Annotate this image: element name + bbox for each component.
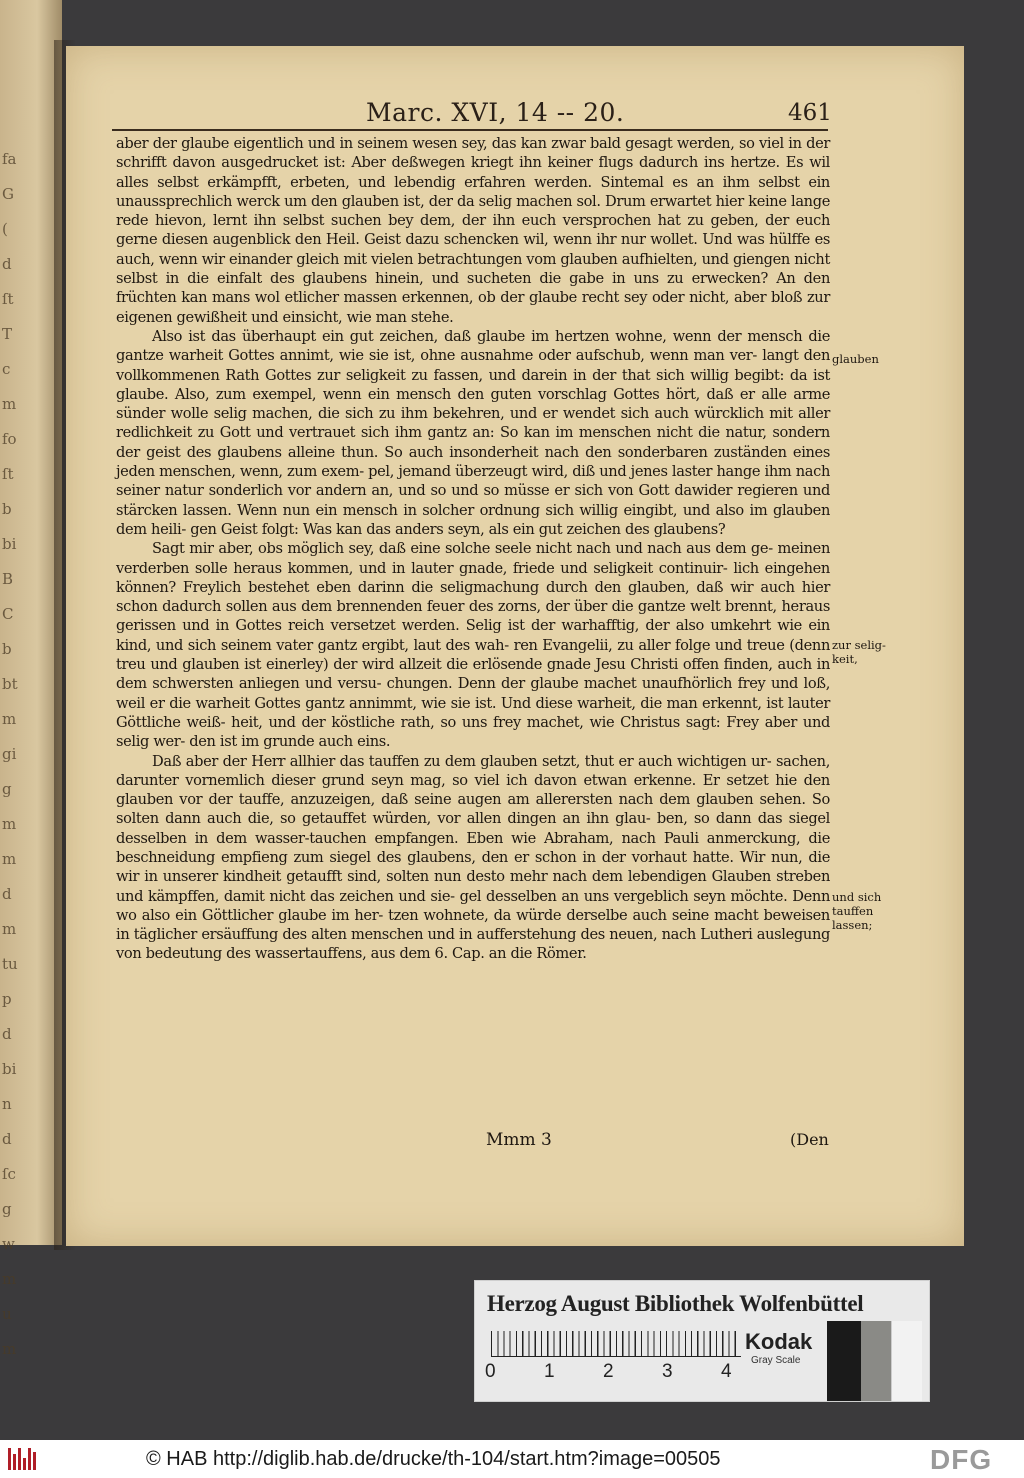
- left-page-fragment: m: [2, 710, 17, 728]
- left-page-fragment: b: [2, 500, 12, 518]
- text-line: aber der glaube eigentlich und in seinem wesen sey, das kan zwar bald gesagt werden, so viel: [116, 135, 784, 152]
- left-page-fragment: T: [2, 325, 13, 343]
- left-page-fragment: m: [2, 395, 17, 413]
- left-page-text-fragments: [2, 150, 36, 1362]
- black-swatch: [827, 1321, 861, 1401]
- text-line: wassertauffens, aus dem 6. Cap. an die Römer.: [254, 945, 587, 963]
- left-page-fragment: bt: [2, 675, 18, 693]
- text-line: betrachtungen vom glauben aufhielten, und giengen nicht selbst in die einfalt des glaubens: [116, 250, 830, 288]
- left-page-fragment: tu: [2, 955, 18, 973]
- library-name: Herzog August Bibliothek Wolfenbüttel: [487, 1291, 864, 1316]
- ruler-number: 0: [485, 1361, 496, 1382]
- ruler-number: 3: [662, 1361, 673, 1382]
- left-page-fragment: g: [2, 1200, 12, 1218]
- text-line: Daß aber der Herr allhier das tauffen zu dem glauben setzt, thut er auch wichtigen ur-: [152, 752, 772, 770]
- catchword: (Den: [790, 1130, 829, 1149]
- left-page-edge: [0, 0, 62, 1358]
- ruler-numbers: [485, 1361, 745, 1385]
- hab-logo-icon: [8, 1448, 38, 1470]
- left-page-fragment: d: [2, 885, 12, 903]
- page-number: 461: [788, 100, 832, 126]
- dfg-logo: DFG: [930, 1444, 993, 1475]
- text-line: massen erkennen, ob der glaube recht sey oder nicht, aber bloß zur eigenen gewißheit und: [116, 289, 830, 326]
- text-line: Also ist das überhaupt ein gut zeichen, daß glaube im hertzen wohne, wenn der mensch: [152, 327, 803, 345]
- left-page-fragment: bi: [2, 535, 17, 553]
- ruler-number: 2: [603, 1361, 614, 1382]
- left-page-fragment: b: [2, 640, 12, 658]
- text-line: heit, und der köstliche rath, so uns frey machet, wie Christus sagt: Frey aber und selig wer-: [116, 713, 830, 751]
- text-line: sehen. So solten dann auch die, so getauffet würden, vor allen dingen an ihn glau-: [116, 791, 830, 828]
- left-page-fragment: d: [2, 255, 12, 273]
- text-line: hie den glauben vor der tauffe, anzuzeigen, daß seine augen am allerersten nach dem glauben: [116, 771, 830, 809]
- text-line: Drum erwartet hier keine lange rede hievon, lernt ihn selbst suchen bey dem, der ihn euch: [116, 192, 830, 230]
- paragraph: [116, 327, 830, 539]
- text-line: ben, so dann das siegel desselben in dem wasser-tauchen empfangen. Eben wie Abraham,: [116, 810, 830, 847]
- left-page-fragment: ſt: [2, 290, 14, 308]
- left-page-fragment: m: [2, 920, 17, 938]
- left-page-fragment: p: [2, 990, 12, 1008]
- left-page-fragment: m: [2, 1340, 17, 1358]
- kodak-gray-scale-label: Gray Scale: [751, 1355, 801, 1366]
- left-page-fragment: m: [2, 1270, 17, 1288]
- left-page-fragment: ſc: [2, 1165, 16, 1183]
- text-line: pel, jemand überzeugt wird, diß und jenes laster hange ihm nach seiner natur sonderlich: [116, 463, 830, 500]
- text-line: gel desselben an uns vergeblich seyn möchte. Denn wo also ein Göttlicher glaube im her-: [116, 887, 830, 924]
- left-page-fragment: bi: [2, 1060, 17, 1078]
- margin-note-tauffen: [832, 876, 902, 932]
- text-line: tzen wohnete, da würde derselbe auch seine macht beweisen in täglicher ersäuffung des alten: [116, 906, 830, 944]
- left-page-fragment: fo: [2, 430, 17, 448]
- text-line: sachen, darunter vornemlich dieser grund seyn mag, so viel ich davon etwan erkenne. Er setzet: [116, 752, 830, 789]
- text-line: es an ihm selbst ein unaussprechlich werck um den glauben ist, der da selig machen sol.: [116, 173, 830, 210]
- text-line: einsicht, wie man stehe.: [282, 308, 454, 326]
- text-line: in der schrifft davon ausgedrucket ist: Aber deßwegen kriegt ihn keiner flugs dadurch ins: [116, 135, 830, 172]
- text-line: nach Pauli anmerckung, die beschneidung empfieng zum siegel des glaubens, den er schon: [116, 829, 830, 866]
- color-calibration-card: [474, 1280, 930, 1402]
- text-line: chungen. Denn der glaube machet unaufhörlich frey und loß, weil er die warheit Gottes: [116, 675, 830, 712]
- ruler-baseline: [491, 1356, 741, 1357]
- paragraph: [116, 134, 830, 327]
- left-page-fragment: gi: [2, 745, 17, 763]
- left-page-fragment: B: [2, 570, 14, 588]
- left-page-fragment: w: [2, 1235, 15, 1253]
- source-link[interactable]: © HAB http://diglib.hab.de/drucke/th-104/start.htm?image=00505: [146, 1448, 721, 1470]
- left-page-fragment: ſt: [2, 465, 14, 483]
- text-line: menschen und in aufferstehung des neuen, nach Lutheri auslegung von bedeutung des: [116, 926, 830, 963]
- text-line: die erlösende gnade Jesu Christi offen finden, auch in dem schwersten anliegen und versu-: [116, 656, 830, 693]
- text-line: wil, wenn ihr nur wollet. Und was hülffe es auch, wenn wir einander gleich mit vielen: [116, 231, 831, 268]
- paragraph: [116, 752, 830, 964]
- body-text: [116, 134, 830, 964]
- text-line: warhafftig, der also umkehrt wie ein kind, und sich seinem vater gantz ergibt, laut des wah-: [116, 617, 830, 654]
- text-line: gen Geist folgt: Was kan das anders seyn, als ein gut zeichen des glaubens?: [190, 520, 726, 538]
- text-line: gantze welt brennt, heraus gerissen und in Gottes reich versetzet werden. Selig ist der: [116, 598, 830, 635]
- margin-note-text: glauben: [832, 352, 879, 366]
- left-page-fragment: d: [2, 1130, 12, 1148]
- text-line: vor andern an, und so und so müsse er sich von Gott dawider regieren und stärcken lassen.: [116, 482, 830, 519]
- text-line: langt den vollkommenen Rath Gottes zur seligkeit zu fassen, und darein in der that sich: [116, 347, 831, 384]
- left-page-fragment: c: [2, 360, 11, 378]
- text-line: versprochen hat zu geben, der euch gerne diesen augenblick den Heil. Geist dazu schencken: [116, 212, 831, 249]
- ruler-number: 4: [721, 1361, 732, 1382]
- left-page-fragment: d: [2, 1025, 12, 1043]
- text-line: So kan im menschen nicht die natur, sondern der geist des glaubens alleine thun. So: [116, 424, 830, 461]
- text-line: lich eingehen können? Freylich bestehet eben darinn die seligmachung durch den glauben,: [116, 559, 830, 596]
- paragraph: [116, 539, 830, 751]
- header-rule: [112, 129, 828, 131]
- text-line: willig begibt: da ist glaube. Also, zum exempel, wenn ein mensch den guten vorschlag: [116, 366, 830, 403]
- left-page-fragment: m: [2, 850, 17, 868]
- running-title: Marc. XVI, 14 -- 20.: [366, 98, 625, 127]
- book-page: [66, 46, 964, 1246]
- signature-mark: Mmm 3: [486, 1130, 552, 1150]
- left-page-fragment: fa: [2, 150, 17, 168]
- text-line: ren Evangelii, zu aller folge und treue (denn treu und glauben ist einerley) der wird allzeit: [116, 636, 831, 674]
- text-line: wendet sich auch würcklich mit aller redlichkeit zu Gott und vertrauet sich ihm gantz an:: [116, 405, 830, 442]
- text-line: daß wir auch hier schon dadurch sollen aus dem brennenden feuer des zorns, der über die: [116, 578, 830, 616]
- margin-note-glauben: [832, 352, 902, 366]
- text-line: hinein, und sucheten die gabe in uns zu erwecken? An den früchten kan mans wol etlicher: [116, 270, 831, 307]
- page-header: [66, 98, 964, 138]
- text-line: die gantze warheit Gottes annimt, wie sie ist, ohne ausnahme oder aufschub, wenn man ver-: [116, 327, 830, 365]
- ruler-number: 1: [544, 1361, 555, 1382]
- ruler-ticks: [491, 1331, 741, 1357]
- left-page-fragment: m: [2, 815, 17, 833]
- left-page-fragment: n: [2, 1095, 12, 1113]
- text-line: gantz annimmt, wie sie ist. Und diese warheit, die man erkennt, ist lauter Göttliche weiß-: [116, 694, 830, 731]
- text-line: hertze. Es wil alles selbst erkämpfft, erbeten, und lebendig erfahren werden. Sintemal: [116, 154, 830, 191]
- viewer-footer: [0, 1440, 1024, 1478]
- margin-note-text: und sich tauffen lassen;: [832, 890, 882, 932]
- text-line: in der vorhaut hatte. Wir nun, die wir in unserer kindheit getaufft sind, solten nun desto: [116, 848, 830, 886]
- left-page-fragment: (: [2, 220, 8, 238]
- kodak-brand: Kodak: [745, 1329, 813, 1354]
- left-page-fragment: u: [2, 1305, 12, 1323]
- text-line: meinen verderben solle heraus kommen, und in lauter gnade, friede und seligkeit continuir-: [116, 540, 830, 577]
- text-line: auch insonderheit nach den sonderbaren zuständen eines jeden menschen, wenn, zum exem-: [116, 443, 830, 481]
- text-line: mehr nach dem lebendigen Glauben streben und kämpffen, damit nicht das zeichen und sie-: [116, 868, 830, 905]
- left-page-fragment: G: [2, 185, 14, 203]
- text-line: Gottes hört, daß er alle arme sünder wolle selig machen, die sich zu ihm bekehren, und er: [116, 385, 830, 423]
- text-line: den ist im grunde auch eins.: [189, 733, 391, 751]
- text-line: Wenn nun ein mensch in solcher ordnung sich willig eingibt, und also im glauben dem heili-: [116, 501, 830, 538]
- white-swatch: [891, 1321, 922, 1401]
- margin-note-seligkeit: [832, 624, 902, 666]
- margin-note-text: zur selig- keit,: [832, 638, 886, 666]
- left-page-fragment: g: [2, 780, 12, 798]
- left-page-fragment: C: [2, 605, 14, 623]
- gray-swatch: [861, 1321, 891, 1401]
- text-line: Sagt mir aber, obs möglich sey, daß eine solche seele nicht nach und nach aus dem ge-: [152, 540, 773, 558]
